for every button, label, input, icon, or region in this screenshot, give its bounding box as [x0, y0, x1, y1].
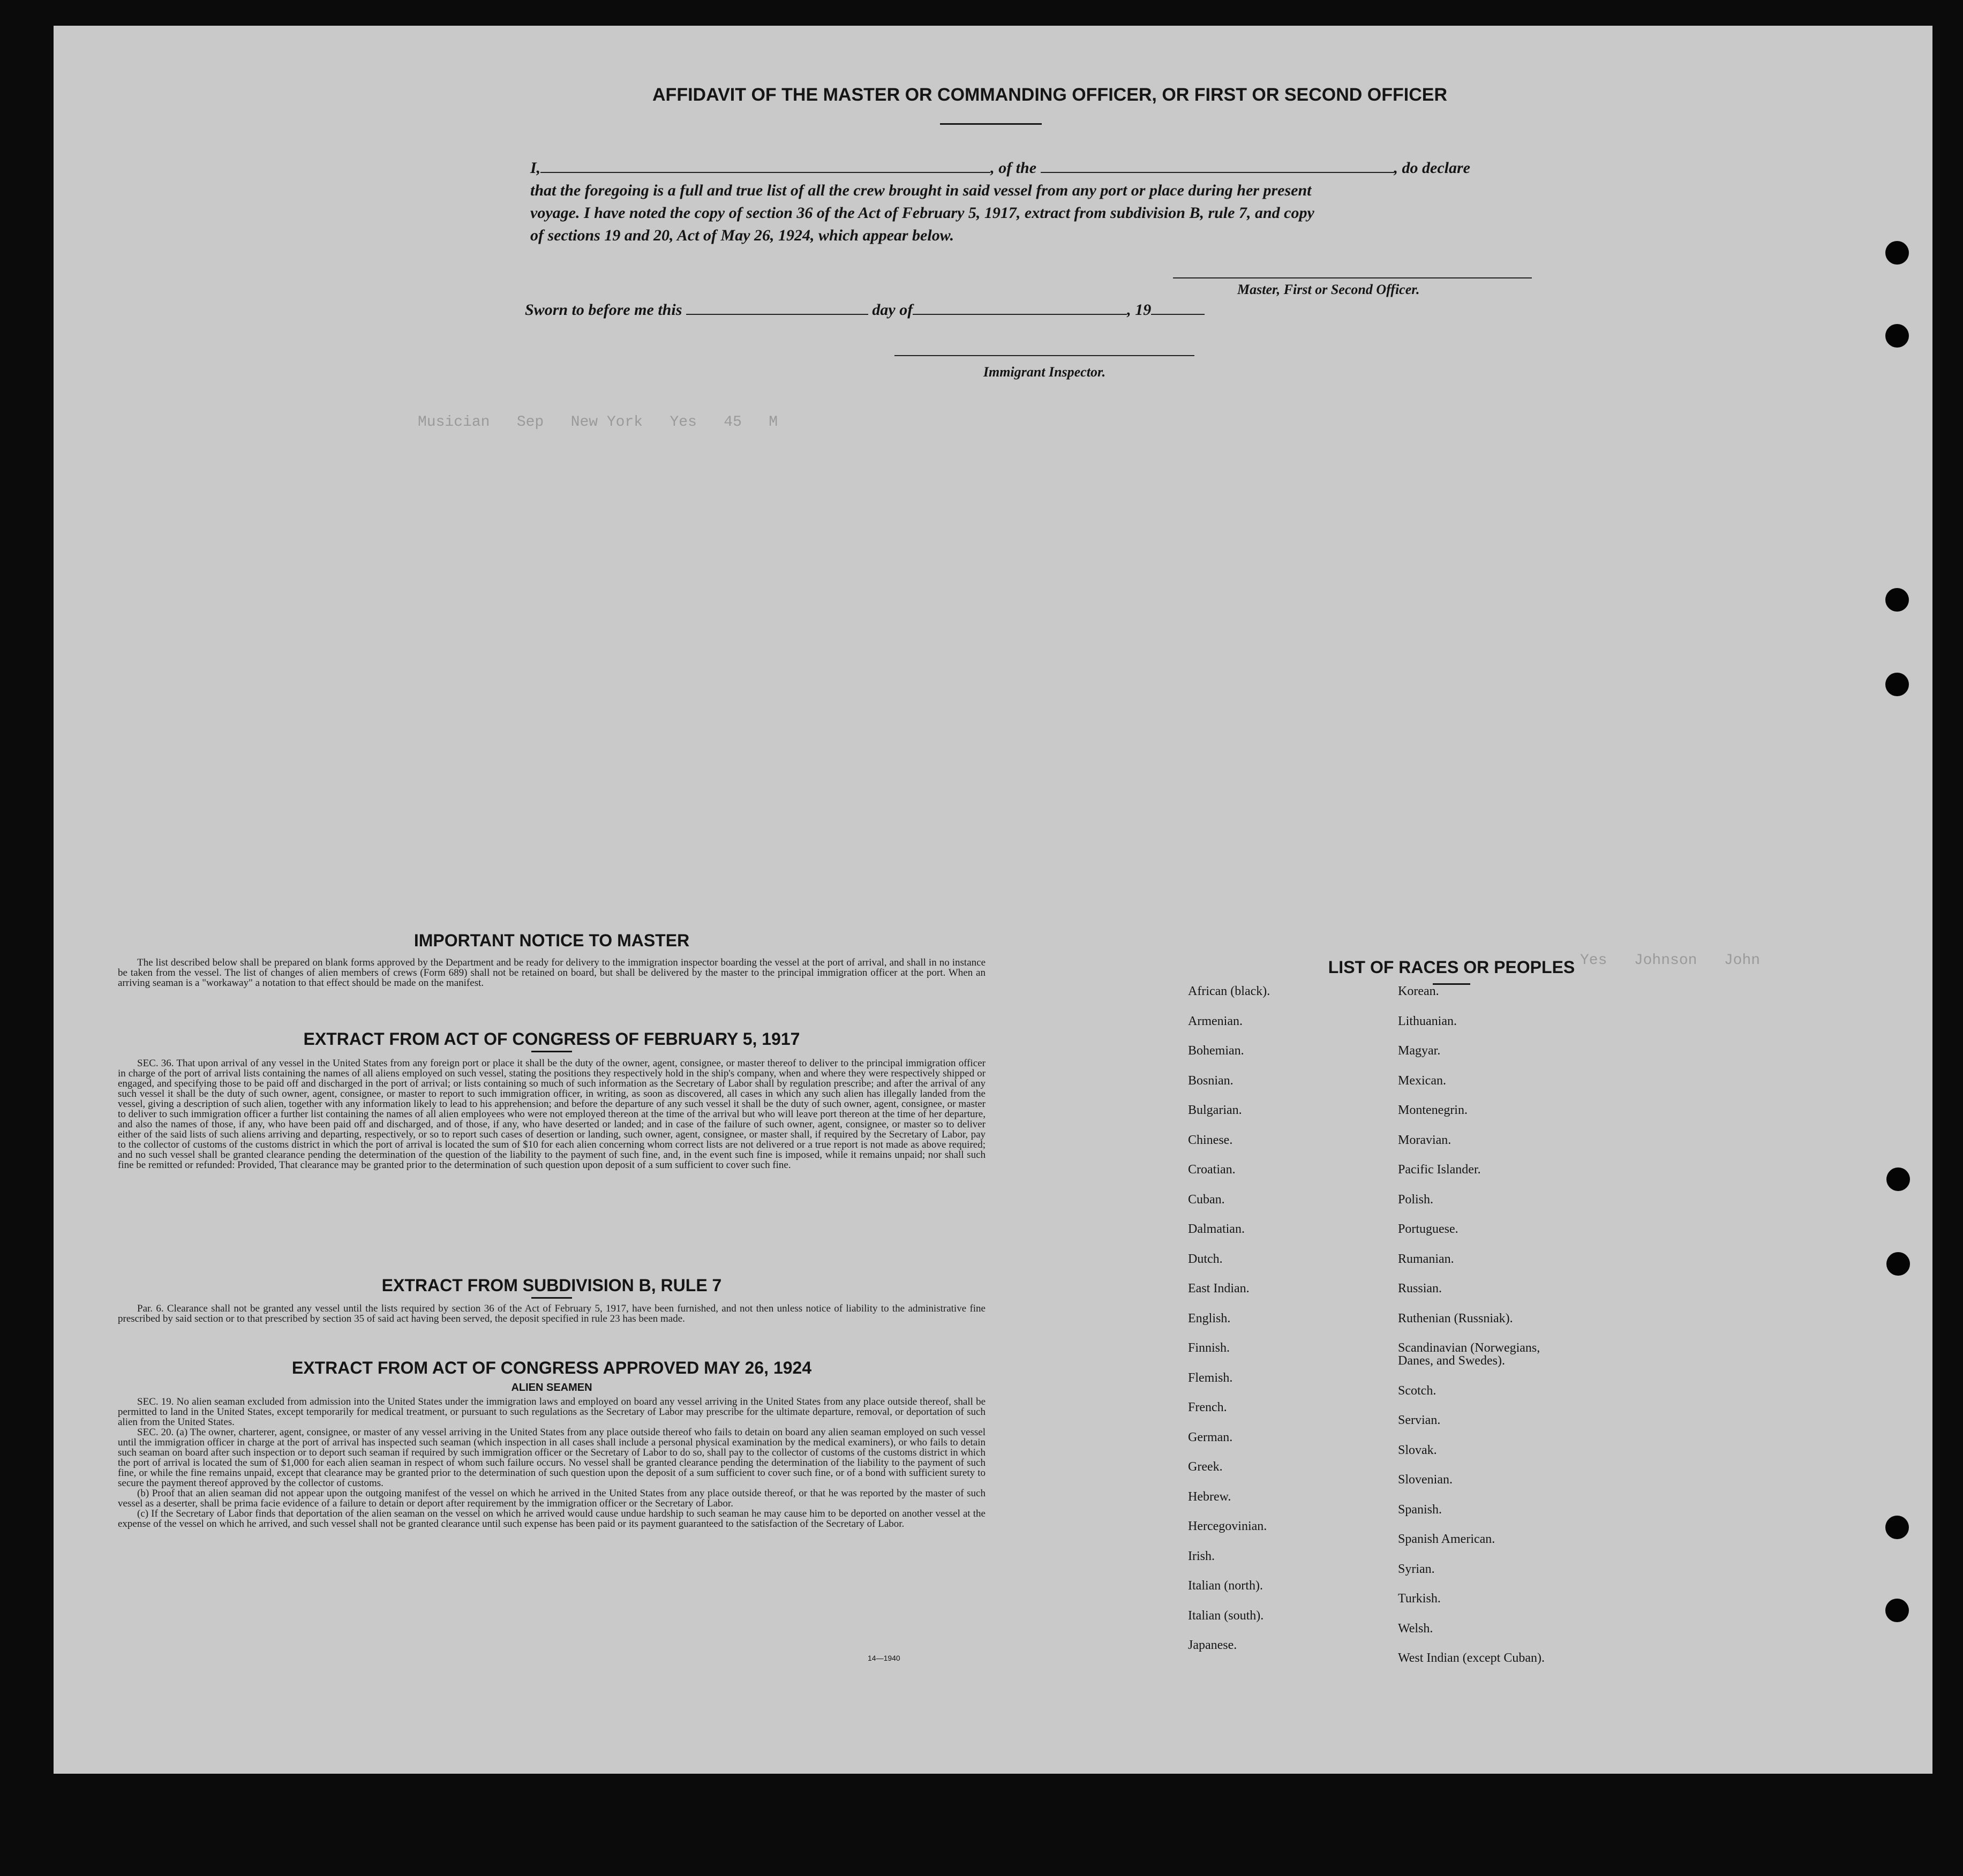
sec-19-paragraph: SEC. 19. No alien seaman excluded from admission into the United States under the immigration laws and employed on board any vessel arriving in the United States from any place outside thereof, shall be permitted to land in the United States, except temporarily for medical treatment, or pursuant to such regulations as the Secretary of Labor may prescribe for the ultimate departure, removal, or deportation of such alien from the United States. — [118, 1396, 986, 1428]
race-item: Slovenian. — [1398, 1473, 1453, 1487]
race-item: West Indian (except Cuban). — [1398, 1651, 1545, 1665]
divider — [531, 1051, 572, 1052]
race-item: French. — [1188, 1400, 1227, 1414]
race-item: Pacific Islander. — [1398, 1163, 1481, 1177]
punch-hole — [1886, 1252, 1910, 1276]
act-1917-paragraph: SEC. 36. That upon arrival of any vessel in the United States from any foreign port or place it shall be the duty of the owner, agent, consignee, or master thereof to deliver to the principal immigration officer in charge of the port of arrival lists containing the names of all aliens employed on such vessel, stating the positions they respectively hold in the ship's company, when and where they were respectively shipped or engaged, and specifying those to be paid off and discharged in the port of arrival; or lists containing so much of such information as the Secretary of Labor shall by regulation prescribe; and after the arrival of any such vessel it shall be the duty of such owner, agent, consignee, or master to report to such immigration officer, in writing, as soon as discovered, all cases in which any such alien has illegally landed from the vessel, giving a description of such alien, together with any information likely to lead to his apprehension; and before the departure of any such vessel it shall be the duty of such owner, agent, consignee, or master to deliver to such immigration officer a further list containing the names of all alien employees who were not employed thereon at the time of the arrival but who will leave port thereon at the time of her departure, and also the names of those, if any, who have been paid off and discharged, and of those, if any, who have deserted or landed; and in case of the failure of such owner, agent, consignee, or master so to deliver either of the said lists of such aliens arriving and departing, respectively, or so to report such cases of desertion or landing, such owner, agent, consignee, or master shall, if required by the Secretary of Labor, pay to the collector of customs of the customs district in which the port of arrival is located the sum of $10 for each alien concerning whom correct lists are not delivered or a true report is not made as above required; and no such vessel shall be granted clearance pending the determination of the question of the liability to the payment of such fine, and, in the event such fine is imposed, while it remains unpaid; nor shall such fine be remitted or refunded: Provided, That clearance may be granted prior to the determination of such question upon deposit of a sum sufficient to cover such fine. — [118, 1058, 986, 1171]
race-item: Turkish. — [1398, 1592, 1441, 1606]
act-1924-title: EXTRACT FROM ACT OF CONGRESS APPROVED MAY 26, 1924 — [291, 1358, 812, 1377]
punch-hole — [1885, 1516, 1909, 1539]
document-page — [54, 26, 1932, 1774]
sec-20c-paragraph: (c) If the Secretary of Labor finds that deportation of the alien seaman on the vessel on which he arrived would cause undue hardship to such seaman he may cause him to be deported on another vessel at the expense of the vessel on which he arrived, and such vessel shall not be granted clearance until such expense has been paid or its payment guaranteed to the satisfaction of the Secretary of Labor. — [118, 1508, 986, 1530]
race-item: Mexican. — [1398, 1073, 1446, 1088]
race-item: Korean. — [1398, 984, 1439, 998]
race-item: Italian (north). — [1188, 1579, 1263, 1593]
sworn-day-blank[interactable] — [686, 299, 868, 315]
race-item: Rumanian. — [1398, 1252, 1454, 1266]
punch-hole — [1885, 673, 1909, 696]
rule-7-body — [118, 1304, 986, 1324]
race-item: Russian. — [1398, 1282, 1442, 1295]
sworn-month-blank[interactable] — [913, 299, 1127, 315]
race-item: Finnish. — [1188, 1341, 1230, 1355]
race-item: Moravian. — [1398, 1133, 1451, 1147]
race-item: Italian (south). — [1188, 1608, 1264, 1623]
bleed-through-text: Yes Johnson John — [1580, 952, 1761, 969]
bleed-through-text: Musician Sep New York Yes 45 M — [418, 414, 778, 431]
inspector-signature-label: Immigrant Inspector. — [983, 364, 1106, 380]
race-item: Magyar. — [1398, 1044, 1441, 1058]
race-item: Lithuanian. — [1398, 1014, 1457, 1028]
act-1917-body — [118, 1058, 986, 1170]
act-1924-subtitle: ALIEN SEAMEN — [511, 1382, 592, 1393]
race-item: African (black). — [1188, 984, 1270, 998]
race-item: Spanish. — [1398, 1502, 1442, 1517]
name-blank[interactable] — [540, 157, 990, 173]
race-item: Spanish American. — [1398, 1532, 1495, 1546]
race-item: East Indian. — [1188, 1282, 1250, 1295]
race-item: Servian. — [1398, 1413, 1441, 1427]
race-item: Polish. — [1398, 1192, 1434, 1207]
race-item: Ruthenian (Russniak). — [1398, 1311, 1513, 1325]
race-item: Bosnian. — [1188, 1073, 1234, 1088]
affidavit-line-3: voyage. I have noted the copy of section 36 of the Act of February 5, 1917, extract from subdivision B, rule 7, and copy — [530, 204, 1314, 222]
race-item: Bohemian. — [1188, 1044, 1244, 1058]
race-item: Hercegovinian. — [1188, 1519, 1267, 1533]
sworn-year-blank[interactable] — [1151, 299, 1205, 315]
punch-hole — [1885, 324, 1909, 348]
act-1924-body — [118, 1397, 986, 1529]
act-1917-title: EXTRACT FROM ACT OF CONGRESS OF FEBRUARY 5, 1917 — [303, 1029, 800, 1049]
race-item: Montenegrin. — [1398, 1103, 1468, 1117]
punch-hole — [1885, 1599, 1909, 1622]
affidavit-line-4: of sections 19 and 20, Act of May 26, 1924, which appear below. — [530, 227, 954, 244]
master-signature-label: Master, First or Second Officer. — [1237, 282, 1420, 297]
race-item: Dalmatian. — [1188, 1222, 1245, 1236]
punch-hole — [1885, 588, 1909, 612]
race-item: Welsh. — [1398, 1621, 1433, 1636]
year-text: , 19 — [1127, 301, 1152, 319]
race-item: Syrian. — [1398, 1562, 1435, 1576]
vessel-blank[interactable] — [1041, 157, 1394, 173]
race-item: English. — [1188, 1311, 1231, 1325]
notice-body — [118, 958, 986, 988]
divider — [531, 1297, 572, 1299]
race-item: Greek. — [1188, 1460, 1223, 1474]
races-title: LIST OF RACES OR PEOPLES — [1328, 958, 1575, 977]
affidavit-i: I, — [530, 159, 541, 177]
rule-7-title: EXTRACT FROM SUBDIVISION B, RULE 7 — [381, 1276, 722, 1295]
race-item: Portuguese. — [1398, 1222, 1458, 1236]
race-item: Japanese. — [1188, 1638, 1237, 1652]
race-item: Croatian. — [1188, 1163, 1236, 1177]
race-item: Hebrew. — [1188, 1489, 1231, 1504]
inspector-signature-line[interactable] — [894, 355, 1194, 356]
rule-7-paragraph: Par. 6. Clearance shall not be granted any vessel until the lists required by section 36 of the Act of February 5, 1917, have been furnished, and not then unless notice of liability to the administrative fine prescribed by said section or to that prescribed by section 35 of said act having been served, the deposit specified in rule 23 has been made. — [118, 1303, 986, 1324]
punch-hole — [1885, 241, 1909, 265]
race-item: Armenian. — [1188, 1014, 1243, 1028]
sec-20b-paragraph: (b) Proof that an alien seaman did not appear upon the outgoing manifest of the vessel on which he arrived in the United States from any place outside thereof, or that he was reported by the master of such vessel as a deserter, shall be prima facie evidence of a failure to detain or deport after requirement by the immigration officer or the Secretary of Labor. — [118, 1488, 986, 1509]
affidavit-of-the: , of the — [990, 159, 1037, 177]
race-item: Scotch. — [1398, 1383, 1436, 1398]
affidavit-line-1 — [530, 157, 1470, 179]
sworn-text: Sworn to before me this — [525, 301, 682, 319]
race-item: Dutch. — [1188, 1252, 1223, 1266]
race-item: Flemish. — [1188, 1370, 1233, 1385]
day-of-text: day of — [872, 301, 913, 319]
sec-20a-paragraph: SEC. 20. (a) The owner, charterer, agent, consignee, or master of any vessel arriving in the United States from any place outside thereof who fails to detain on board any alien seaman employed on such vessel until the immigration officer in charge at the port of arrival has inspected such seaman (which inspection in all cases shall include a personal physical examination by the medical examiners), or who fails to detain such seaman on board after such inspection or to deport such seaman if required by such immigration officer or the Secretary of Labor to do so, shall pay to the collector of customs of the customs district in which the port of arrival is located the sum of $1,000 for each alien seaman in respect of whom such failure occurs. No vessel shall be granted clearance pending the determination of the liability to the payment of such fine, or while the fine remains unpaid, except that clearance may be granted prior to the determination of such question upon the deposit of a sum sufficient to cover such fine, or of a bond with sufficient surety to secure the payment thereof approved by the collector of customs. — [118, 1427, 986, 1489]
notice-title: IMPORTANT NOTICE TO MASTER — [413, 931, 690, 950]
race-item: Cuban. — [1188, 1192, 1225, 1207]
affidavit-title: AFFIDAVIT OF THE MASTER OR COMMANDING OFFICER, OR FIRST OR SECOND OFFICER — [652, 85, 1447, 105]
affidavit-do-declare: , do declare — [1394, 159, 1470, 177]
race-item: Chinese. — [1188, 1133, 1233, 1147]
form-number: 14—1940 — [868, 1654, 900, 1662]
master-signature-line[interactable] — [1173, 277, 1532, 278]
sworn-line — [525, 299, 1205, 321]
race-item: Danes, and Swedes). — [1398, 1354, 1505, 1368]
divider — [940, 123, 1042, 125]
race-item: Irish. — [1188, 1549, 1215, 1563]
punch-hole — [1886, 1167, 1910, 1191]
race-item: Scandinavian (Norwegians, — [1398, 1341, 1540, 1355]
race-item: German. — [1188, 1430, 1233, 1444]
notice-paragraph: The list described below shall be prepared on blank forms approved by the Department and be ready for delivery to the immigration inspector boarding the vessel at the port of arrival, and shall in no instance be taken from the vessel. The list of changes of alien members of crews (Form 689) shall not be retained on board, but shall be delivered by the master to the principal immigration officer at the port. When an arriving seaman is a "workaway" a notation to that effect should be made on the manifest. — [118, 957, 986, 989]
affidavit-line-2: that the foregoing is a full and true list of all the crew brought in said vessel from any port or place during her present — [530, 182, 1312, 199]
race-item: Bulgarian. — [1188, 1103, 1242, 1117]
race-item: Slovak. — [1398, 1443, 1437, 1457]
